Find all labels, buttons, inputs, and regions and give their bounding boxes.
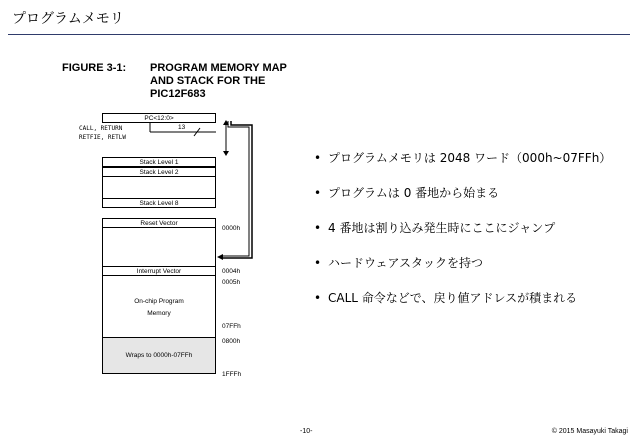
interrupt-vector bbox=[102, 266, 216, 276]
stack-level-8 bbox=[102, 198, 216, 208]
bullet-item: • ハードウェアスタックを持つ bbox=[314, 253, 611, 288]
figure-title-line-3: PIC12F683 bbox=[150, 88, 206, 100]
slide-title: プログラムメモリ bbox=[12, 11, 124, 27]
pc-register bbox=[102, 113, 216, 123]
onchip-label bbox=[102, 296, 216, 320]
call-label-line-2: RETFIE, RETLW bbox=[79, 134, 126, 141]
address-0800h: 0800h bbox=[222, 338, 241, 345]
reset-vector-label: Reset Vector bbox=[140, 219, 178, 227]
bus-width-label: 13 bbox=[178, 124, 186, 131]
call-label-line-1: CALL, RETURN bbox=[79, 125, 123, 132]
address-1fffh: 1FFFh bbox=[222, 371, 242, 378]
bullet-list bbox=[314, 148, 611, 323]
bullet-item: • 4 番地は割り込み発生時にここにジャンプ bbox=[314, 218, 611, 253]
bullet-item: • プログラムは 0 番地から始まる bbox=[314, 183, 611, 218]
pc-label: PC<12:0> bbox=[144, 114, 174, 122]
stack-level-8-label: Stack Level 8 bbox=[139, 199, 179, 207]
copyright: © 2015 Masayuki Takagi bbox=[551, 428, 628, 435]
address-07ffh: 07FFh bbox=[222, 323, 241, 330]
page-number: -10- bbox=[300, 428, 313, 435]
address-0000h: 0000h bbox=[222, 225, 241, 232]
wraps-region bbox=[102, 337, 216, 374]
figure-label: FIGURE 3-1: bbox=[62, 62, 127, 74]
stack-frame bbox=[102, 177, 216, 198]
onchip-label-line-2: Memory bbox=[147, 310, 171, 317]
figure-title-line-2: AND STACK FOR THE bbox=[150, 75, 266, 87]
stack-level-2 bbox=[102, 167, 216, 177]
interrupt-vector-label: Interrupt Vector bbox=[136, 267, 182, 275]
stack-level-2-label: Stack Level 2 bbox=[139, 168, 179, 176]
call-label bbox=[79, 124, 126, 142]
address-0005h: 0005h bbox=[222, 279, 241, 286]
address-0004h: 0004h bbox=[222, 268, 241, 275]
bullet-item: • プログラムメモリは 2048 ワード（000h~07FFh） bbox=[314, 148, 611, 183]
stack-level-1-label: Stack Level 1 bbox=[139, 158, 179, 166]
reset-vector bbox=[102, 218, 216, 228]
figure-title-line-1: PROGRAM MEMORY MAP bbox=[150, 62, 287, 74]
stack-level-1 bbox=[102, 157, 216, 167]
wraps-label: Wraps to 0000h-07FFh bbox=[125, 352, 193, 359]
onchip-label-line-1: On-chip Program bbox=[134, 298, 184, 305]
bullet-item: • CALL 命令などで、戻り値アドレスが積まれる bbox=[314, 288, 611, 323]
